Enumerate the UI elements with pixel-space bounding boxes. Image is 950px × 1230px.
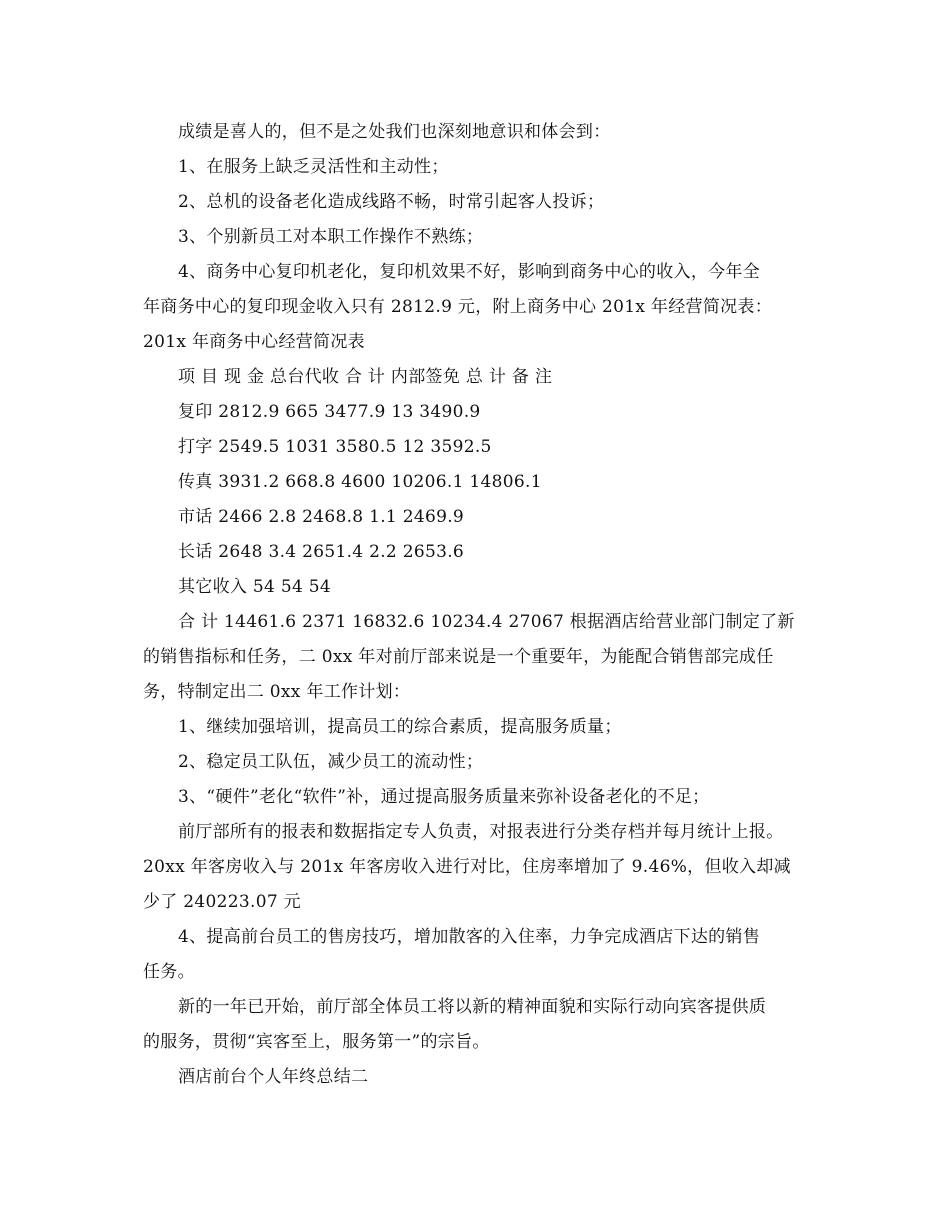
table-row: 长话 2648 3.4 2651.4 2.2 2653.6 — [178, 542, 465, 562]
table-header: 项 目 现 金 总台代收 合 计 内部签免 总 计 备 注 — [178, 367, 553, 387]
table-title: 201x 年商务中心经营简况表 — [143, 332, 365, 352]
section-heading: 酒店前台个人年终总结二 — [178, 1067, 369, 1087]
paragraph-line: 的服务，贯彻“宾客至上，服务第一”的宗旨。 — [143, 1032, 490, 1052]
table-row: 传真 3931.2 668.8 4600 10206.1 14806.1 — [178, 472, 542, 492]
list-item: 2、总机的设备老化造成线路不畅，时常引起客人投诉； — [178, 192, 605, 212]
paragraph-line: 的销售指标和任务，二 0xx 年对前厅部来说是一个重要年，为能配合销售部完成任 — [143, 647, 774, 667]
list-item: 4、提高前台员工的售房技巧，增加散客的入住率，力争完成酒店下达的销售 — [178, 927, 761, 947]
table-row: 市话 2466 2.8 2468.8 1.1 2469.9 — [178, 507, 465, 527]
list-item: 3、“硬件”老化“软件”补，通过提高服务质量来弥补设备老化的不足； — [178, 787, 710, 807]
list-item: 1、继续加强培训，提高员工的综合素质，提高服务质量； — [178, 717, 622, 737]
list-item: 2、稳定员工队伍，减少员工的流动性； — [178, 752, 484, 772]
list-item: 3、个别新员工对本职工作操作不熟练； — [178, 227, 484, 247]
paragraph-line: 20xx 年客房收入与 201x 年客房收入进行对比，住房率增加了 9.46%，但收入却减 — [143, 857, 791, 877]
paragraph-line: 新的一年已开始，前厅部全体员工将以新的精神面貌和实际行动向宾客提供质 — [178, 997, 767, 1017]
paragraph-line: 年商务中心的复印现金收入只有 2812.9 元，附上商务中心 201x 年经营简况表： — [143, 297, 773, 317]
list-item: 1、在服务上缺乏灵活性和主动性； — [178, 157, 449, 177]
table-row: 其它收入 54 54 54 — [178, 577, 332, 597]
table-row: 打字 2549.5 1031 3580.5 12 3592.5 — [178, 437, 492, 457]
paragraph-line: 务，特制定出二 0xx 年工作计划： — [143, 682, 411, 702]
paragraph-line: 少了 240223.07 元 — [143, 892, 301, 912]
paragraph-line: 成绩是喜人的，但不是之处我们也深刻地意识和体会到： — [178, 122, 611, 142]
paragraph-line: 前厅部所有的报表和数据指定专人负责，对报表进行分类存档并每月统计上报。 — [178, 822, 784, 842]
table-row: 复印 2812.9 665 3477.9 13 3490.9 — [178, 402, 481, 422]
paragraph-line: 任务。 — [143, 962, 195, 982]
list-item: 4、商务中心复印机老化，复印机效果不好，影响到商务中心的收入，今年全 — [178, 262, 761, 282]
table-row-total: 合 计 14461.6 2371 16832.6 10234.4 27067 根据酒店给营业部门制定了新 — [178, 612, 795, 632]
